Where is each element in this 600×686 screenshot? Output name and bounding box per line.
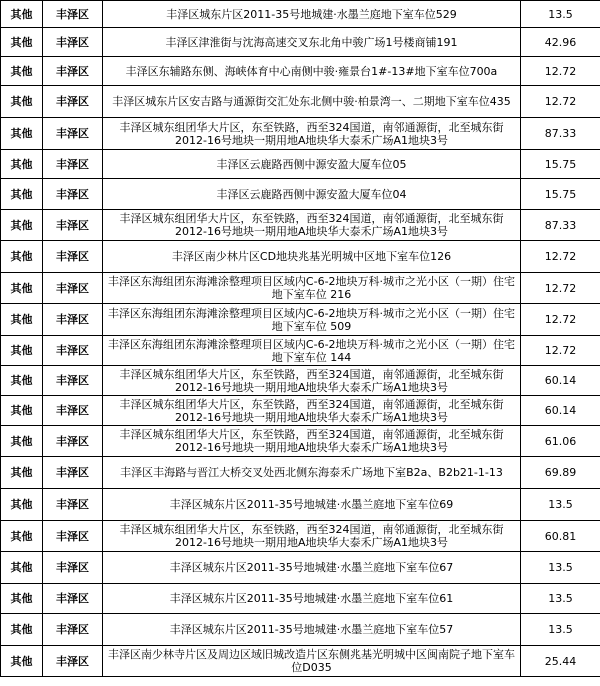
category-cell: 其他 [1, 521, 43, 552]
district-cell: 丰泽区 [43, 28, 103, 57]
area-cell: 15.75 [521, 179, 600, 210]
area-cell: 60.14 [521, 396, 600, 426]
district-cell: 丰泽区 [43, 1, 103, 28]
category-cell: 其他 [1, 336, 43, 366]
district-cell: 丰泽区 [43, 336, 103, 366]
area-cell: 12.72 [521, 241, 600, 273]
area-cell: 25.44 [521, 646, 600, 677]
description-cell: 丰泽区城东组团华大片区，东至铁路，西至324国道，南邻通源街，北至城东街2012-16号地块一期用地A地块华大泰禾广场A1地块3号 [103, 396, 521, 426]
category-cell: 其他 [1, 489, 43, 521]
district-cell: 丰泽区 [43, 304, 103, 336]
area-cell: 12.72 [521, 336, 600, 366]
category-cell: 其他 [1, 426, 43, 457]
category-cell: 其他 [1, 552, 43, 584]
table-row [1, 457, 600, 489]
table-row [1, 28, 600, 57]
district-cell: 丰泽区 [43, 210, 103, 241]
area-cell: 12.72 [521, 57, 600, 86]
description-cell: 丰泽区城东片区2011-35号地城建·水墨兰庭地下室车位57 [103, 614, 521, 646]
description-cell: 丰泽区城东组团华大片区，东至铁路，西至324国道，南邻通源街，北至城东街2012-16号地块一期用地A地块华大泰禾广场A1地块3号 [103, 366, 521, 396]
description-cell: 丰泽区城东片区2011-35号地城建·水墨兰庭地下室车位67 [103, 552, 521, 584]
area-cell: 15.75 [521, 150, 600, 179]
district-cell: 丰泽区 [43, 396, 103, 426]
category-cell: 其他 [1, 118, 43, 150]
description-cell: 丰泽区东海组团东海滩涂整理项目区域内C-6-2地块万科·城市之光小区（一期）住宅地下室车位 144 [103, 336, 521, 366]
area-cell: 87.33 [521, 118, 600, 150]
description-cell: 丰泽区城东片区2011-35号地城建·水墨兰庭地下室车位529 [103, 1, 521, 28]
area-cell: 13.5 [521, 552, 600, 584]
area-cell: 12.72 [521, 273, 600, 304]
description-cell: 丰泽区城东组团华大片区，东至铁路，西至324国道，南邻通源街，北至城东街2012-16号地块一期用地A地块华大泰禾广场A1地块3号 [103, 210, 521, 241]
description-cell: 丰泽区城东组团华大片区，东至铁路，西至324国道，南邻通源街，北至城东街2012-16号地块一期用地A地块华大泰禾广场A1地块3号 [103, 426, 521, 457]
category-cell: 其他 [1, 584, 43, 614]
district-cell: 丰泽区 [43, 273, 103, 304]
district-cell: 丰泽区 [43, 241, 103, 273]
district-cell: 丰泽区 [43, 118, 103, 150]
district-cell: 丰泽区 [43, 366, 103, 396]
category-cell: 其他 [1, 366, 43, 396]
table-row [1, 646, 600, 677]
description-cell: 丰泽区南少林寺片区及周边区域旧城改造片区东侧兆基光明城中区闽南院子地下室车位D035 [103, 646, 521, 677]
district-cell: 丰泽区 [43, 552, 103, 584]
district-cell: 丰泽区 [43, 646, 103, 677]
description-cell: 丰泽区城东片区2011-35号地城建·水墨兰庭地下室车位69 [103, 489, 521, 521]
area-cell: 12.72 [521, 304, 600, 336]
table-row [1, 552, 600, 584]
district-cell: 丰泽区 [43, 426, 103, 457]
table-row [1, 396, 600, 426]
area-cell: 60.81 [521, 521, 600, 552]
district-cell: 丰泽区 [43, 489, 103, 521]
category-cell: 其他 [1, 457, 43, 489]
category-cell: 其他 [1, 86, 43, 118]
table-row [1, 241, 600, 273]
table-row [1, 426, 600, 457]
table-row [1, 304, 600, 336]
district-cell: 丰泽区 [43, 57, 103, 86]
district-cell: 丰泽区 [43, 521, 103, 552]
description-cell: 丰泽区云鹿路西侧中源安盈大厦车位05 [103, 150, 521, 179]
category-cell: 其他 [1, 179, 43, 210]
description-cell: 丰泽区城东片区安吉路与通源街交汇处东北侧中骏·柏景湾一、二期地下室车位435 [103, 86, 521, 118]
table-row [1, 614, 600, 646]
area-cell: 60.14 [521, 366, 600, 396]
category-cell: 其他 [1, 646, 43, 677]
category-cell: 其他 [1, 614, 43, 646]
description-cell: 丰泽区东海组团东海滩涂整理项目区域内C-6-2地块万科·城市之光小区（一期）住宅地下室车位 509 [103, 304, 521, 336]
category-cell: 其他 [1, 210, 43, 241]
category-cell: 其他 [1, 304, 43, 336]
property-table-body [1, 1, 600, 677]
category-cell: 其他 [1, 241, 43, 273]
table-row [1, 366, 600, 396]
description-cell: 丰泽区东辅路东侧、海峡体育中心南侧中骏·雍景台1#-13#地下室车位700a [103, 57, 521, 86]
table-row [1, 1, 600, 28]
district-cell: 丰泽区 [43, 457, 103, 489]
description-cell: 丰泽区云鹿路西侧中源安盈大厦车位04 [103, 179, 521, 210]
area-cell: 61.06 [521, 426, 600, 457]
description-cell: 丰泽区城东片区2011-35号地城建·水墨兰庭地下室车位61 [103, 584, 521, 614]
table-row [1, 86, 600, 118]
table-row [1, 179, 600, 210]
description-cell: 丰泽区丰海路与晋江大桥交叉处西北侧东海泰禾广场地下室B2a、B2b21-1-13 [103, 457, 521, 489]
table-row [1, 210, 600, 241]
area-cell: 42.96 [521, 28, 600, 57]
category-cell: 其他 [1, 150, 43, 179]
table-row [1, 273, 600, 304]
area-cell: 13.5 [521, 614, 600, 646]
description-cell: 丰泽区城东组团华大片区，东至铁路，西至324国道，南邻通源街，北至城东街2012-16号地块一期用地A地块华大泰禾广场A1地块3号 [103, 118, 521, 150]
area-cell: 69.89 [521, 457, 600, 489]
table-row [1, 118, 600, 150]
table-row [1, 57, 600, 86]
category-cell: 其他 [1, 28, 43, 57]
area-cell: 13.5 [521, 489, 600, 521]
district-cell: 丰泽区 [43, 86, 103, 118]
table-row [1, 584, 600, 614]
area-cell: 87.33 [521, 210, 600, 241]
description-cell: 丰泽区东海组团东海滩涂整理项目区域内C-6-2地块万科·城市之光小区（一期）住宅地下室车位 216 [103, 273, 521, 304]
description-cell: 丰泽区津淮街与沈海高速交叉东北角中骏广场1号楼商铺191 [103, 28, 521, 57]
district-cell: 丰泽区 [43, 584, 103, 614]
district-cell: 丰泽区 [43, 150, 103, 179]
category-cell: 其他 [1, 273, 43, 304]
category-cell: 其他 [1, 1, 43, 28]
area-cell: 12.72 [521, 86, 600, 118]
category-cell: 其他 [1, 396, 43, 426]
category-cell: 其他 [1, 57, 43, 86]
district-cell: 丰泽区 [43, 179, 103, 210]
district-cell: 丰泽区 [43, 614, 103, 646]
table-row [1, 336, 600, 366]
description-cell: 丰泽区南少林片区CD地块兆基光明城中区地下室车位126 [103, 241, 521, 273]
area-cell: 13.5 [521, 1, 600, 28]
table-row [1, 521, 600, 552]
description-cell: 丰泽区城东组团华大片区，东至铁路，西至324国道，南邻通源街，北至城东街2012-16号地块一期用地A地块华大泰禾广场A1地块3号 [103, 521, 521, 552]
table-row [1, 150, 600, 179]
area-cell: 13.5 [521, 584, 600, 614]
table-row [1, 489, 600, 521]
